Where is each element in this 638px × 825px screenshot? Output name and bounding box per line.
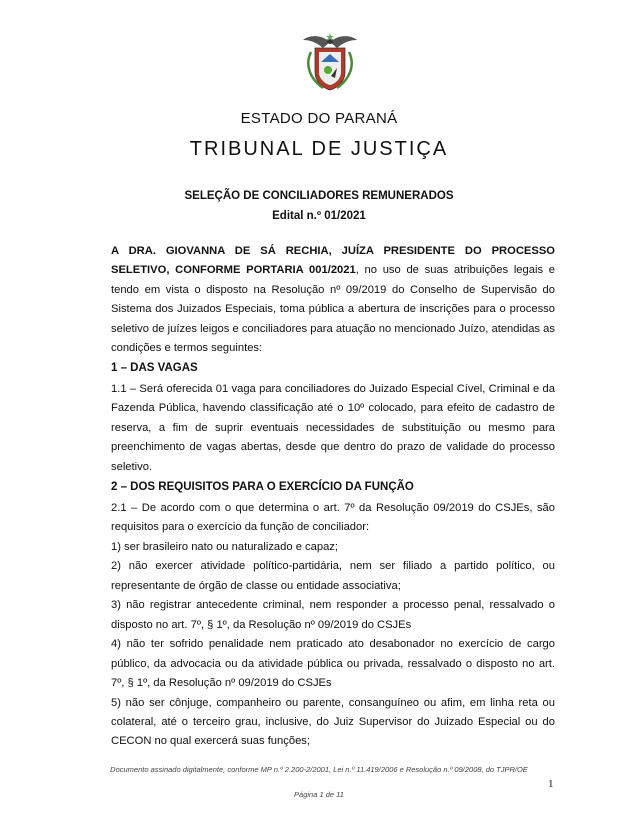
intro-rest: , no uso de suas atribuições legais e tendo em vista o disposto na Resolução nº 09/2019 do Conselho de Supervisão do Sistema dos Juizados Especiais, toma pública a abertura de inscrições para o processo seletivo de juízes leigos e conciliadores para atuação no mencionado Juízo, atendidas as condições e termos seguintes:	[111, 264, 555, 355]
page-label: Página 1 de 11	[294, 790, 344, 799]
page-number: 1	[548, 778, 554, 790]
signature-note: Documento assinado digitalmente, conforme MP n.º 2.200-2/2001, Lei n.º 11.419/2006 e Resolução n.º 09/2008, do TJPR/OE	[110, 765, 528, 774]
intro-paragraph	[111, 242, 555, 358]
section-1-text: 1.1 – Será oferecida 01 vaga para conciliadores do Juizado Especial Cível, Criminal e da Fazenda Pública, havendo classificação até o 10º colocado, para efeito de cadastro de reserva, a fim de suprir eventuais necessidades de substituição ou mesmo para preenchimento de vagas abertas, desde que dentro do prazo de validade do processo seletivo.	[111, 383, 555, 473]
section-2-list	[111, 499, 555, 752]
list-item: 4) não ter sofrido penalidade nem praticado ato desabonador no exercício de cargo público, da advocacia ou da atividade pública ou privada, ressalvado o disposto no art. 7º, § 1º, da Resolução nº 09/2019 do CSJEs	[111, 638, 555, 690]
parana-coat-of-arms-icon	[301, 32, 359, 92]
list-item: 2.1 – De acordo com o que determina o art. 7º da Resolução 09/2019 do CSJEs, são requisitos para o exercício da função de conciliador:	[111, 502, 555, 534]
section-1-heading: 1 – DAS VAGAS	[111, 362, 198, 374]
court-name: TRIBUNAL DE JUSTIÇA	[189, 138, 449, 160]
section-2-heading: 2 – DOS REQUISITOS PARA O EXERCÍCIO DA FUNÇÃO	[111, 481, 414, 493]
edital-number: Edital n.º 01/2021	[272, 210, 366, 222]
state-name: ESTADO DO PARANÁ	[240, 110, 398, 127]
list-item: 3) não registrar antecedente criminal, nem responder a processo penal, ressalvado o disposto no art. 7º, § 1º, da Resolução nº 09/2019 do CSJEs	[111, 599, 555, 631]
list-item: 5) não ser cônjuge, companheiro ou parente, consanguíneo ou afim, em linha reta ou colateral, até o terceiro grau, inclusive, do Juiz Supervisor do Juizado Especial ou do CECON no qual exercerá suas funções;	[111, 696, 555, 748]
list-item: 2) não exercer atividade político-partidária, nem ser filiado a partido político, ou representante de órgão de classe ou entidade associativa;	[111, 560, 555, 592]
list-item: 1) ser brasileiro nato ou naturalizado e capaz;	[111, 540, 338, 553]
selection-title: SELEÇÃO DE CONCILIADORES REMUNERADOS	[184, 190, 454, 202]
intro-bold: A DRA. GIOVANNA DE SÁ RECHIA, JUÍZA PRESIDENTE DO PROCESSO SELETIVO, CONFORME PORTARIA 001/2021	[111, 245, 555, 277]
